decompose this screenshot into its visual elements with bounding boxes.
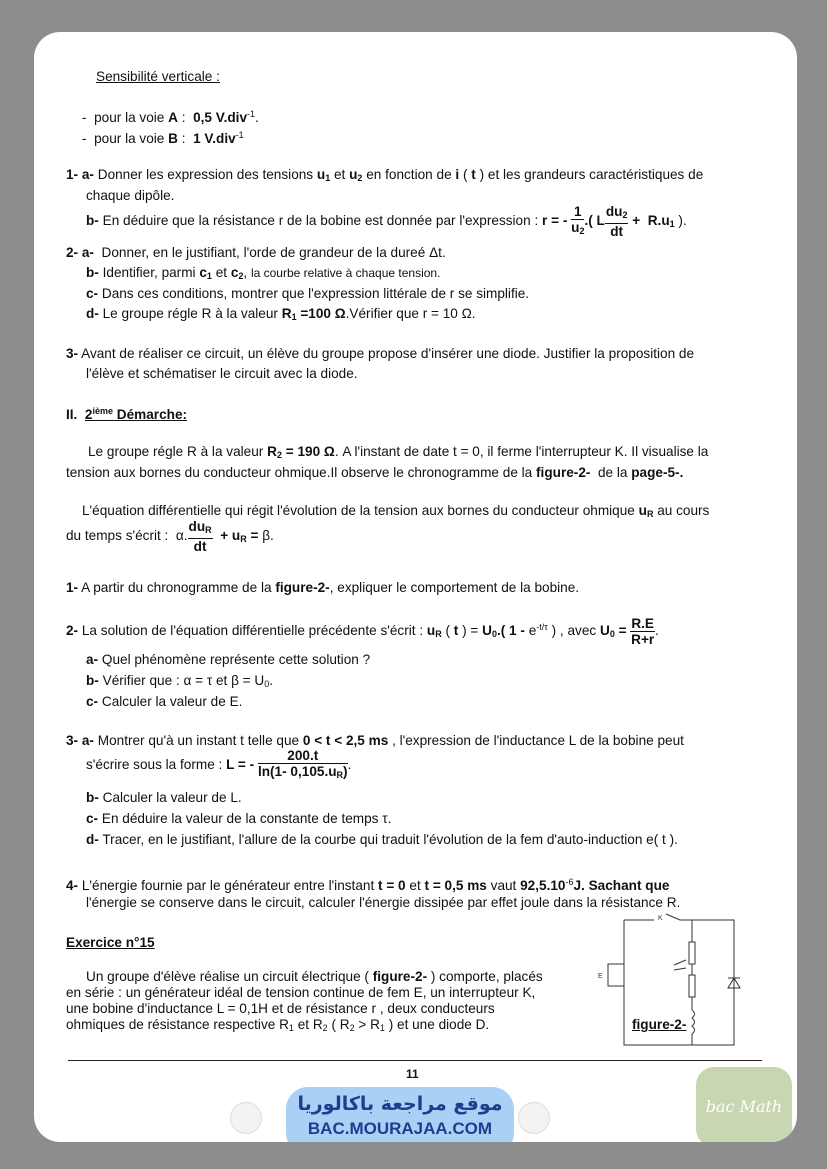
equation-intro: L'équation différentielle qui régit l'évolution de la tension aux bornes du conducteur ohmique $u_R$ au cours (82, 503, 710, 519)
part2-heading: II. 2ième Démarche: (66, 406, 188, 422)
site-banner[interactable] (286, 1087, 514, 1142)
school-logo-left (230, 1102, 262, 1134)
p2-q1-line: 1- A partir du chronogramme de la figure-2-, expliquer le comportement de la bobine. (66, 580, 580, 595)
q2c-line: c- Dans ces conditions, montrer que l'expression littérale de r se simplifie. (86, 286, 530, 301)
svg-text:K: K (658, 915, 663, 922)
exercice-line4: ohmiques de résistance respective $R_1$ et $R_2$ ( $R_2 > R_1$ ) et une diode D. (66, 1017, 490, 1033)
p2-q3a-line: 3- a- Montrer qu'à un instant t telle que 0 < t < 2,5 ms , l'expression de l'inductance L de la bobine peut (66, 733, 684, 748)
p2-q2b-line: b- Vérifier que : α = τ et $\beta = U_0$. (86, 673, 274, 689)
generator-symbol (608, 964, 624, 986)
p2-q2a-line: a- Quel phénomène représente cette solution ? (86, 652, 371, 667)
part2-intro-line2: tension aux bornes du conducteur ohmique.Il observe le chronogramme de la figure-2- de la page-5-. (66, 465, 684, 480)
q3-line1: 3- Avant de réaliser ce circuit, un élève du groupe propose d'insérer une diode. Justifier la proposition de (66, 346, 695, 361)
p2-q2c-line: c- Calculer la valeur de E. (86, 694, 243, 709)
p2-q3d-line: d- Tracer, en le justifiant, l'allure de la courbe qui traduit l'évolution de la fem d'auto-induction e( t ). (86, 832, 678, 847)
p2-q3a-line2: s'écrire sous la forme : L = - $\frac{200.t}{\ln(1- 0,105.u_R)}$ . (86, 748, 352, 780)
q2d-line: d- Le groupe régle R à la valeur $R_1 =100$ Ω.Vérifier que r = 10 Ω. (86, 306, 476, 322)
equation-line: du temps s'écrit : α. $\frac{du_R}{dt}$ + $u_R = \beta$. (66, 519, 274, 554)
p2-q3b-line: b- Calculer la valeur de L. (86, 790, 242, 805)
exercice-line3: une bobine d'inductance L = 0,1H et de résistance r , deux conducteurs (66, 1001, 495, 1016)
q1b-line: b- En déduire que la résistance r de la bobine est donnée par l'expression : r = - $\frac{1}{u_2}$ .( L $\frac{du_2}{dt}$ + $R.u_1$ ). (86, 204, 687, 239)
page-number: 11 (406, 1067, 419, 1081)
voie-a-line: - pour la voie A : 0,5 V.div$^{-1}$. (82, 109, 259, 125)
voie-b-line: - pour la voie B : 1 V.div$^{-1}$ (82, 130, 244, 146)
p2-q3c-line: c- En déduire la valeur de la constante de temps τ. (86, 811, 392, 826)
inductor-coil (692, 1010, 695, 1045)
resistor-r1 (689, 975, 695, 997)
bacmath-logo: bac Math (696, 1067, 792, 1142)
p2-q2-line: 2- La solution de l'équation différentielle précédente s'écrit : $u_R$ ( t ) = $U_0$.( $1 - e^{-t/\tau}$ ) , avec $U_0$ = $\frac{R.E}{R+r}$ . (66, 615, 659, 647)
q3-line2: l'élève et schématiser le circuit avec la diode. (86, 366, 358, 381)
part2-intro-line1: Le groupe régle R à la valeur $R_2 = 190$ Ω. A l'instant de date t = 0, il ferme l'interrupteur K. Il visualise la (88, 444, 709, 460)
figure-label: figure-2- (632, 1017, 687, 1032)
banner-url[interactable]: BAC.MOURAJAA.COM (307, 1119, 493, 1138)
exercice-title: Exercice n°15 (66, 935, 155, 950)
banner-arabic-title: موقع مراجعة باكالوريا (297, 1093, 503, 1115)
resistor-r2 (689, 942, 695, 964)
exercice-line1: Un groupe d'élève réalise un circuit électrique ( figure-2- ) comporte, placés (86, 969, 543, 984)
document-page (34, 32, 797, 1142)
svg-text:E: E (598, 973, 603, 980)
p2-q4-line1: 4- L'énergie fournie par le générateur entre l'instant t = 0 et t = 0,5 ms vaut $92,5.10^{-6}J$. Sachant que (66, 877, 670, 893)
q1a-line2: chaque dipôle. (86, 188, 175, 203)
circuit-figure (594, 910, 744, 1060)
q2b-line: b- Identifier, parmi $c_1$ et $c_2$, la courbe relative à chaque tension. (86, 265, 441, 281)
exercice-line2: en série : un générateur idéal de tension continue de fem E, un interrupteur K, (66, 985, 536, 1000)
sensibilite-title: Sensibilité verticale : (96, 69, 220, 84)
p2-q4-line2: l'énergie se conserve dans le circuit, calculer l'énergie dissipée par effet joule dans la résistance R. (86, 895, 681, 910)
school-logo-right (518, 1102, 550, 1134)
q2a-line: 2- a- Donner, en le justifiant, l'orde de grandeur de la dureé Δt. (66, 245, 446, 260)
footer-rule (68, 1060, 762, 1061)
q1a-line: 1- a- Donner les expression des tensions $u_1$ et $u_2$ en fonction de i ( t ) et les grandeurs caractéristiques de (66, 167, 704, 183)
